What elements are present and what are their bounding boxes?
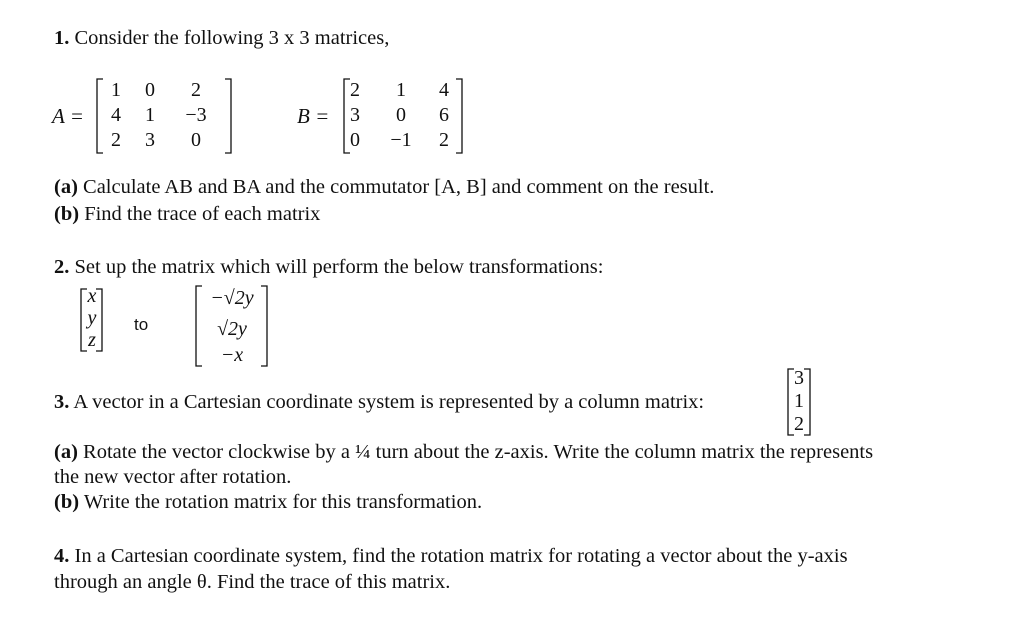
- q2-to-row2: √2y: [217, 318, 247, 340]
- q2-number: 2.: [54, 256, 70, 278]
- matrix-a-label: A =: [52, 104, 84, 128]
- q1a-text: Calculate AB and BA and the commutator [A, B] and comment on the result.: [83, 176, 715, 198]
- q1b-tag: (b): [54, 203, 80, 225]
- matrix-b-cell: −1: [390, 129, 412, 151]
- matrix-b-cell: 2: [439, 129, 449, 151]
- matrix-b-cell: 3: [350, 104, 360, 126]
- matrix-a-cell: −3: [185, 104, 207, 126]
- matrix-a-cell: 2: [111, 129, 121, 151]
- q2-heading: [54, 256, 603, 279]
- matrix-a-cell: 1: [145, 104, 155, 126]
- q3-number: 3.: [54, 391, 70, 413]
- matrix-a-cell: 2: [191, 79, 201, 101]
- q1a-tag: (a): [54, 176, 78, 198]
- q3-vector-z: 2: [794, 413, 804, 435]
- q3a-tag: (a): [54, 441, 78, 463]
- q3b-text: Write the rotation matrix for this transformation.: [83, 491, 483, 513]
- matrix-a-right-bracket: [224, 78, 232, 154]
- q2-to-row3: −x: [220, 344, 244, 366]
- q2-to-row1: −√2y: [210, 287, 254, 309]
- q1-text: Consider the following 3 x 3 matrices,: [74, 27, 390, 49]
- q2-text: Set up the matrix which will perform the below transformations:: [74, 256, 604, 278]
- matrix-a-cell: 3: [145, 129, 155, 151]
- matrix-b-cell: 0: [350, 129, 360, 151]
- q3a-text: Rotate the vector clockwise by a ¼ turn about the z-axis. Write the column matrix the represents: [83, 441, 874, 463]
- q2-from-z: z: [88, 329, 96, 351]
- matrix-a-cell: 0: [191, 129, 201, 151]
- q3-vector-x: 3: [794, 367, 804, 389]
- q2-from-x: x: [87, 285, 97, 307]
- q3b-tag: (b): [54, 491, 80, 513]
- matrix-a-cell: 1: [111, 79, 121, 101]
- matrix-b-cell: 4: [439, 79, 449, 101]
- matrix-b-cell: 0: [396, 104, 406, 126]
- q1a-line: [54, 176, 714, 199]
- matrix-b-cell: 2: [350, 79, 360, 101]
- q3b-line: [54, 491, 482, 514]
- matrix-a-cell: 0: [145, 79, 155, 101]
- q2-from-y: y: [87, 307, 97, 329]
- q3a-line: [54, 441, 873, 464]
- matrix-b-cell: 6: [439, 104, 449, 126]
- matrix-b-cell: 1: [396, 79, 406, 101]
- q1-number: 1.: [54, 27, 70, 49]
- q4-line2: through an angle θ. Find the trace of this matrix.: [54, 571, 451, 593]
- q2-to-label: to: [134, 315, 149, 334]
- matrix-b-label: B =: [297, 104, 330, 128]
- q3-text: A vector in a Cartesian coordinate system is represented by a column matrix:: [73, 391, 705, 413]
- q3-heading: [54, 391, 704, 414]
- matrix-a-cell: 4: [111, 104, 121, 126]
- q4-line1: [54, 545, 848, 568]
- q3-vector-y: 1: [794, 390, 804, 412]
- q1b-text: Find the trace of each matrix: [84, 203, 321, 225]
- q3a-line2: the new vector after rotation.: [54, 466, 292, 488]
- q4-number: 4.: [54, 545, 70, 567]
- q1-heading: [54, 27, 389, 50]
- q4-text: In a Cartesian coordinate system, find the rotation matrix for rotating a vector about the y-axis: [74, 545, 848, 567]
- q1b-line: [54, 203, 320, 226]
